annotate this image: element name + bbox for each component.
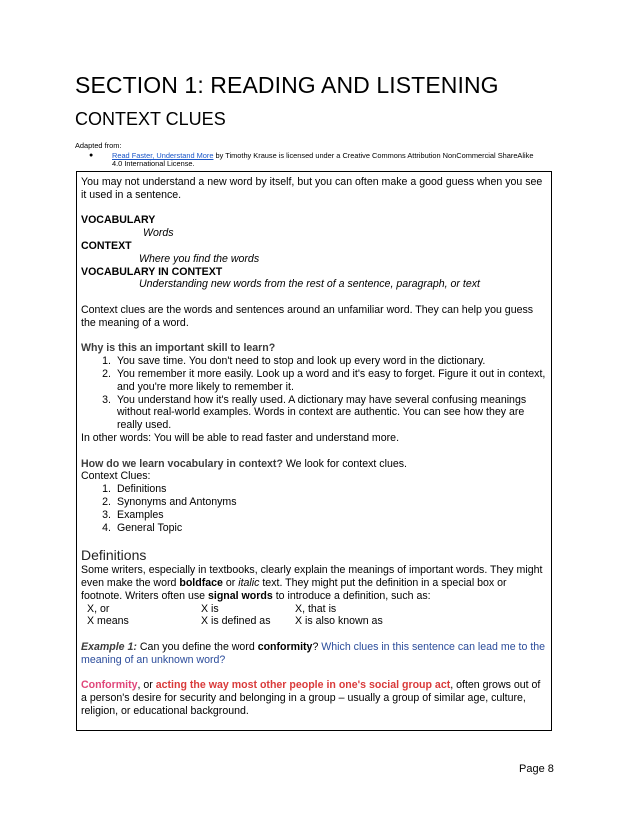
list-item: 3. Examples (102, 508, 164, 521)
term-vocabulary-def: Words (143, 227, 174, 240)
why-summary: In other words: You will be able to read faster and understand more. (81, 431, 400, 444)
list-item: 3. You understand how it's really used. A dictionary may have several confusing meanings without real-world examples. Words in context are authentic. You can see how they are really used. (102, 393, 527, 432)
list-item: 1. Definitions (102, 483, 167, 496)
intro-text: You may not understand a new word by itself, but you can often make a good guess when you see it used in a sentence. (81, 176, 543, 201)
page-title: SECTION 1: READING AND LISTENING (75, 72, 499, 98)
why-list (81, 355, 547, 432)
example-question: Example 1: Can you define the word conformity? Which clues in this sentence can lead me to the meaning of an unknown word? (81, 640, 546, 666)
bullet-icon: ● (89, 151, 94, 159)
definitions-paragraph: Some writers, especially in textbooks, clearly explain the meanings of important words. They might even make the word boldface or italic text. They might put the definition in a special box or footnote. Writers often use signal words to introduce a definition, such as: (81, 564, 543, 602)
clues-list (81, 483, 547, 534)
how-question: How do we learn vocabulary in context? (81, 457, 283, 470)
page-number: Page 8 (519, 763, 554, 775)
term-vocab-in-context: VOCABULARY IN CONTEXT (81, 265, 223, 278)
license-text: by Timothy Krause is licensed under a Creative Commons Attribution NonCommercial ShareAlike 4.0 International License. (112, 150, 534, 169)
list-item: 2. Synonyms and Antonyms (102, 495, 237, 508)
signal-words-row: X means X is defined as X is also known as (87, 615, 383, 628)
how-answer: We look for context clues. (282, 457, 407, 470)
list-item: 4. General Topic (102, 521, 183, 534)
definitions-heading: Definitions (81, 547, 147, 564)
attribution-item (75, 152, 545, 169)
term-vocab-in-context-def: Understanding new words from the rest of a sentence, paragraph, or text (139, 278, 480, 291)
example-sentence: Conformity, or acting the way most other people in one's social group act, often grows out of a person's desire for security and belonging in a group – usually a group of similar age, culture, religion, or educational background. (81, 679, 541, 717)
signal-words-row: X, or X is X, that is (87, 602, 337, 615)
list-item: 1. You save time. You don't need to stop and look up every word in the dictionary. (102, 355, 486, 368)
term-vocabulary: VOCABULARY (81, 214, 156, 227)
how-paragraph (81, 458, 547, 471)
context-clues-label: Context Clues: (81, 470, 151, 483)
section-subtitle: CONTEXT CLUES (75, 109, 226, 129)
attribution-label: Adapted from: (75, 141, 122, 150)
attribution (75, 142, 545, 169)
content-box (76, 171, 552, 731)
term-context: CONTEXT (81, 239, 132, 252)
list-item: 2. You remember it more easily. Look up a word and it's easy to forget. Figure it out in context, and you're more likely to remember it. (102, 367, 546, 393)
clues-intro: Context clues are the words and sentences around an unfamiliar word. They can help you guess the meaning of a word. (81, 303, 534, 329)
source-link[interactable]: Read Faster, Understand More (112, 150, 214, 160)
term-context-def: Where you find the words (139, 252, 260, 265)
why-question: Why is this an important skill to learn? (81, 342, 276, 355)
